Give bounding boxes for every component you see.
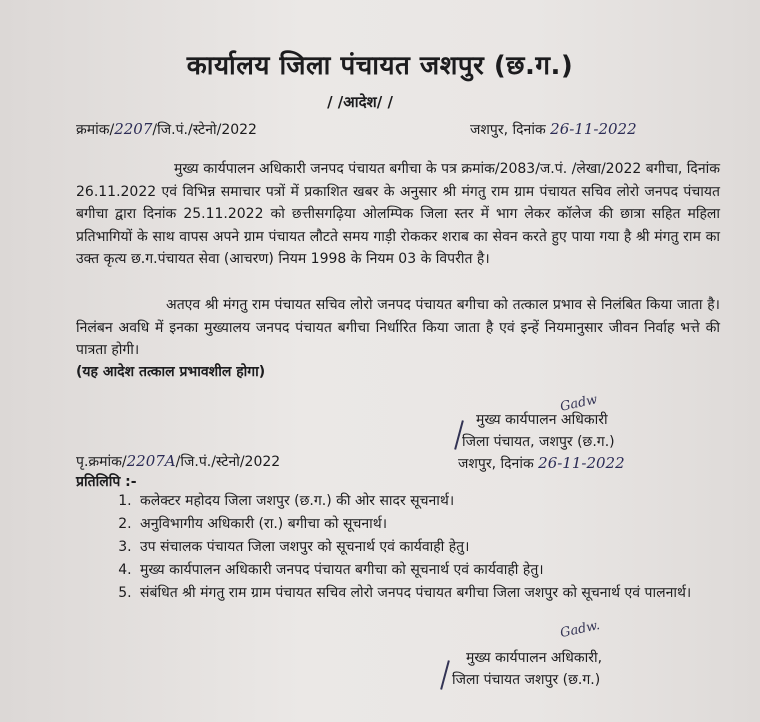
body-paragraph-1 bbox=[76, 158, 720, 271]
reference-date bbox=[470, 120, 637, 139]
copy-to-label: प्रतिलिपि :- bbox=[76, 474, 137, 490]
para1-text: मुख्य कार्यपालन अधिकारी जनपद पंचायत बगीचा के पत्र क्रमांक/2083/ज.पं. /लेखा/2022 बगीचा, दिनांक 26.11.2022 एवं विभिन्न समाचार पत्रों में प्रकाशित खबर के अनुसार श्री मंगतु राम ग्राम पंचायत सचिव लोरो जनपद पंचायत बगीचा द्वारा दिनांक 25.11.2022 को छत्तीसगढ़िया ओलम्पिक जिला स्तर में भाग लेकर कॉलेज की छात्रा सहित महिला प्रतिभागियों के साथ वापस अपने ग्राम पंचायत लौटते समय गाड़ी रोककर शराब का सेवन करते हुए पाया गया है श्री मंगतु राम का उक्त कृत्य छ.ग.पंचायत सेवा (आचरण) नियम 1998 के नियम 03 के विपरीत है। bbox=[76, 161, 720, 267]
endorsement-date-line bbox=[458, 454, 625, 473]
effective-note: (यह आदेश तत्काल प्रभावशील होगा) bbox=[76, 364, 266, 380]
signature1-office: जिला पंचायत, जशपुर (छ.ग.) bbox=[462, 434, 615, 450]
signature-stroke-2 bbox=[440, 660, 450, 689]
para2-text: अतएव श्री मंगतु राम पंचायत सचिव लोरो जनपद पंचायत बगीचा को तत्काल प्रभाव से निलंबित किया जाता है। निलंबन अवधि में इनका मुख्यालय जनपद पंचायत बगीचा निर्धारित किया जाता है एवं इन्हें नियमानुसार जीवन निर्वाह भत्ते की पात्रता होगी। bbox=[76, 297, 720, 358]
signature2-designation: मुख्य कार्यपालन अधिकारी, bbox=[466, 650, 603, 666]
copy-item: 5. संबंधित श्री मंगतु राम ग्राम पंचायत सचिव लोरो जनपद पंचायत बगीचा जिला जशपुर को सूचनार्थ एवं पालनार्थ। bbox=[136, 582, 748, 605]
office-title: कार्यालय जिला पंचायत जशपुर (छ.ग.) bbox=[186, 51, 574, 81]
endorsement-prefix: पृ.क्रमांक/ bbox=[76, 454, 127, 470]
endorsement-suffix: /जि.पं./स्टेनो/2022 bbox=[175, 454, 281, 470]
signature-scribble-2: Gadw. bbox=[558, 617, 602, 642]
ref-prefix: क्रमांक/ bbox=[76, 122, 115, 138]
body-paragraph-2 bbox=[76, 294, 720, 362]
signature2-office: जिला पंचायत जशपुर (छ.ग.) bbox=[452, 672, 601, 688]
endorsement-date: 26-11-2022 bbox=[538, 454, 625, 472]
endorsement-reference bbox=[76, 452, 280, 471]
ref-date: 26-11-2022 bbox=[550, 120, 637, 138]
place-date-label: जशपुर, दिनांक bbox=[470, 122, 546, 138]
ref-number: 2207 bbox=[114, 120, 153, 138]
copy-item: 3. उप संचालक पंचायत जिला जशपुर को सूचनार्थ एवं कार्यवाही हेतु। bbox=[136, 536, 748, 559]
signature-scribble-1: Gadw bbox=[558, 392, 599, 415]
reference-line bbox=[76, 120, 257, 139]
copy-item: 1. कलेक्टर महोदय जिला जशपुर (छ.ग.) की ओर सादर सूचनार्थ। bbox=[136, 490, 748, 513]
signature1-designation: मुख्य कार्यपालन अधिकारी bbox=[476, 412, 608, 428]
copy-item: 2. अनुविभागीय अधिकारी (रा.) बगीचा को सूचनार्थ। bbox=[136, 513, 748, 536]
endorsement-date-label: जशपुर, दिनांक bbox=[458, 456, 534, 472]
order-heading: / /आदेश/ / bbox=[327, 93, 393, 111]
copy-item: 4. मुख्य कार्यपालन अधिकारी जनपद पंचायत बगीचा को सूचनार्थ एवं कार्यवाही हेतु। bbox=[136, 559, 748, 582]
ref-suffix: /जि.पं./स्टेनो/2022 bbox=[152, 122, 257, 138]
endorsement-number: 2207A bbox=[126, 452, 176, 470]
copy-list bbox=[110, 490, 748, 605]
